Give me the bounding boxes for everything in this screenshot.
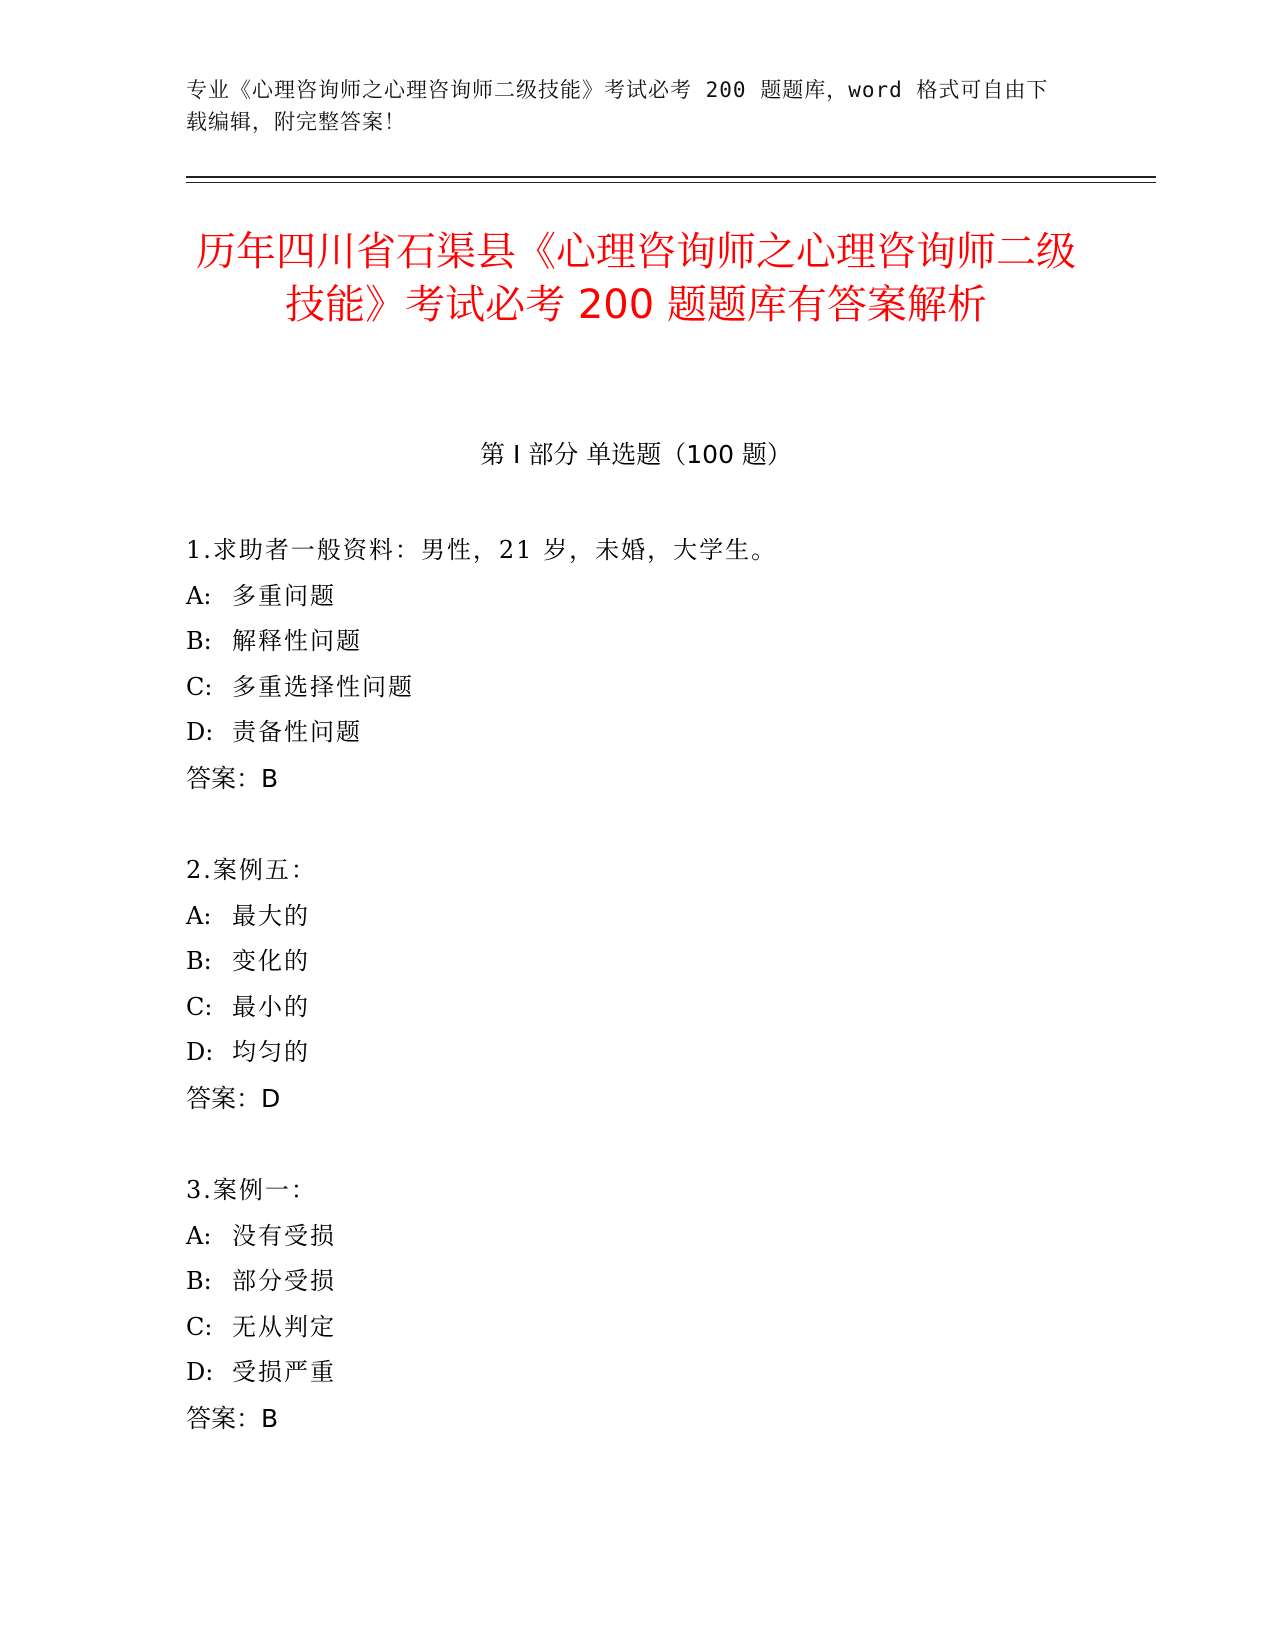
- option-letter: C:: [186, 1312, 213, 1341]
- option-text: 解释性问题: [232, 627, 362, 655]
- option-letter: C:: [186, 992, 213, 1021]
- option-letter: B:: [186, 1267, 212, 1295]
- answer-line: 答案：B: [186, 1403, 279, 1433]
- question-stem: 2.案例五：: [186, 856, 317, 884]
- option-d: [186, 1350, 1086, 1396]
- header-rule-thick: [186, 176, 1156, 178]
- header-rule-thin: [186, 182, 1156, 183]
- question-item: [186, 528, 1086, 848]
- option-d: [186, 1030, 1086, 1076]
- option-a: [186, 1214, 1086, 1260]
- option-a: [186, 894, 1086, 940]
- header-note: 专业《心理咨询师之心理咨询师二级技能》考试必考 200 题题库，word 格式可自由下载编辑，附完整答案！: [186, 78, 1049, 134]
- question-item: [186, 848, 1086, 1168]
- question-stem: 1.求助者一般资料：男性，21 岁，未婚，大学生。: [186, 536, 778, 564]
- option-b: [186, 1259, 1086, 1305]
- option-text: 最小的: [232, 992, 310, 1021]
- option-letter: D:: [186, 718, 214, 746]
- option-text: 无从判定: [232, 1312, 336, 1341]
- answer-line: 答案：B: [186, 763, 279, 793]
- option-text: 责备性问题: [232, 718, 362, 746]
- answer-line: 答案：D: [186, 1083, 281, 1113]
- option-c: [186, 1305, 1086, 1351]
- question-list: [186, 528, 1086, 1488]
- option-b: [186, 939, 1086, 985]
- option-text: 受损严重: [232, 1358, 336, 1386]
- option-letter: A:: [186, 901, 212, 930]
- option-letter: D:: [186, 1358, 214, 1386]
- option-a: [186, 574, 1086, 620]
- section-heading: 第 I 部分 单选题（100 题）: [480, 440, 792, 469]
- option-letter: C:: [186, 672, 213, 701]
- question-item: [186, 1168, 1086, 1488]
- option-letter: D:: [186, 1038, 214, 1066]
- option-text: 均匀的: [232, 1038, 310, 1066]
- option-text: 变化的: [232, 947, 310, 975]
- option-d: [186, 710, 1086, 756]
- option-letter: A:: [186, 1221, 212, 1250]
- option-c: [186, 985, 1086, 1031]
- option-text: 多重选择性问题: [232, 672, 414, 701]
- option-text: 部分受损: [232, 1267, 336, 1295]
- option-c: [186, 665, 1086, 711]
- option-text: 多重问题: [232, 581, 336, 610]
- option-b: [186, 619, 1086, 665]
- document-title: 历年四川省石渠县《心理咨询师之心理咨询师二级技能》考试必考 200 题题库有答案解析: [196, 229, 1076, 328]
- option-letter: B:: [186, 947, 212, 975]
- option-letter: B:: [186, 627, 212, 655]
- option-text: 最大的: [232, 901, 310, 930]
- question-stem: 3.案例一：: [186, 1176, 317, 1204]
- option-text: 没有受损: [232, 1221, 336, 1250]
- option-letter: A:: [186, 581, 212, 610]
